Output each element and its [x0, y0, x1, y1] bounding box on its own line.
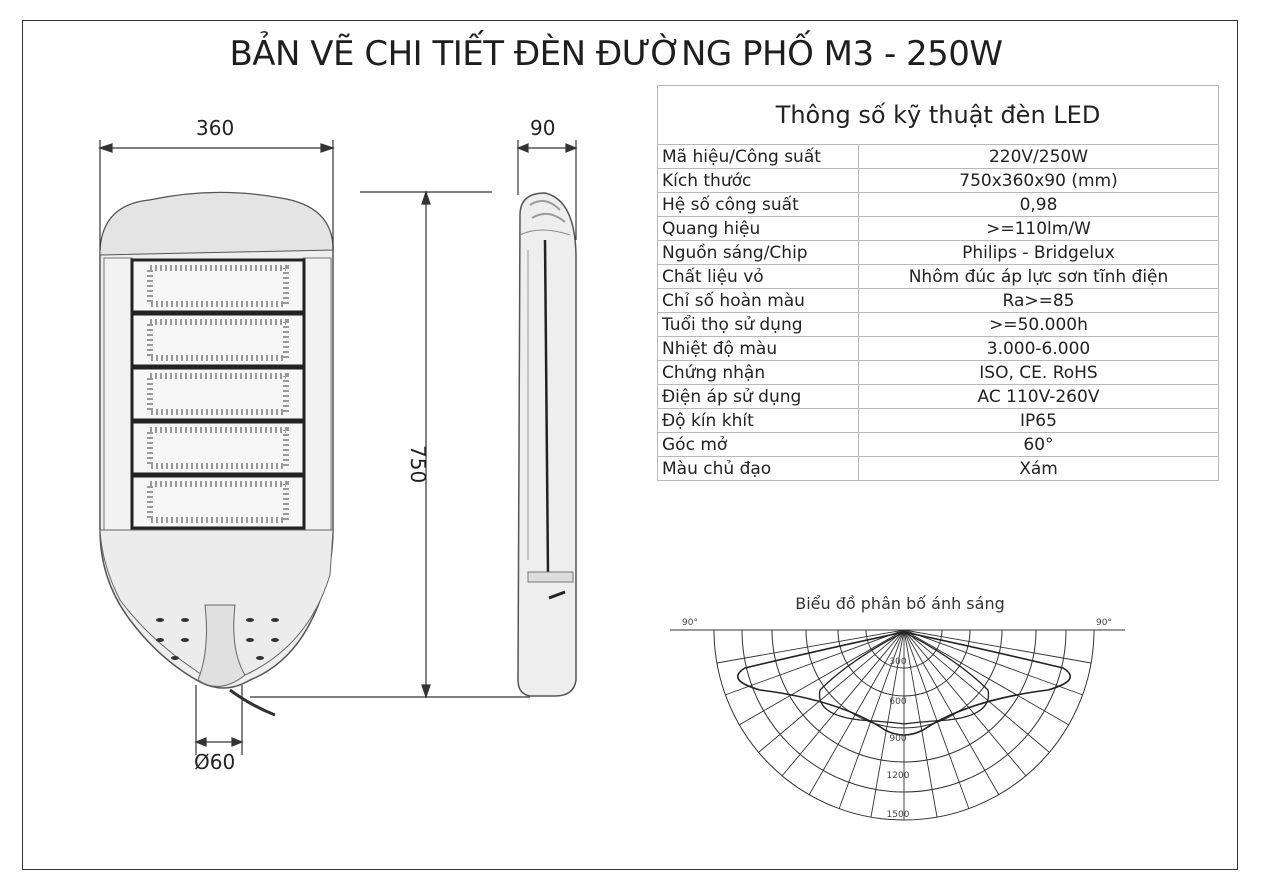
- spec-value: AC 110V-260V: [859, 385, 1219, 409]
- diagram-title: Biểu đồ phân bố ánh sáng: [795, 594, 1005, 613]
- spec-value: 60°: [859, 433, 1219, 457]
- spec-name: Chỉ số hoàn màu: [658, 289, 859, 313]
- spec-value: Nhôm đúc áp lực sơn tĩnh điện: [859, 265, 1219, 289]
- spec-name: Quang hiệu: [658, 217, 859, 241]
- spec-name: Nguồn sáng/Chip: [658, 241, 859, 265]
- spec-row: [658, 145, 1219, 169]
- spec-name: Nhiệt độ màu: [658, 337, 859, 361]
- spec-name: Tuổi thọ sử dụng: [658, 313, 859, 337]
- spec-value: >=50.000h: [859, 313, 1219, 337]
- spec-heading: Thông số kỹ thuật đèn LED: [658, 86, 1219, 145]
- spec-value: Ra>=85: [859, 289, 1219, 313]
- angle-label-left: 90°: [682, 618, 698, 628]
- spec-row: [658, 337, 1219, 361]
- lamp-side-view: [518, 193, 576, 696]
- spec-value: 0,98: [859, 193, 1219, 217]
- spec-value: 220V/250W: [859, 145, 1219, 169]
- spec-row: [658, 457, 1219, 481]
- ring-label: 1500: [886, 810, 910, 820]
- spec-value: 3.000-6.000: [859, 337, 1219, 361]
- spec-name: Chất liệu vỏ: [658, 265, 859, 289]
- light-distribution-diagram: [670, 618, 1125, 820]
- angle-label-right: 90°: [1096, 618, 1112, 628]
- spec-value: 750x360x90 (mm): [859, 169, 1219, 193]
- ring-label: 600: [889, 697, 907, 707]
- spec-row: [658, 241, 1219, 265]
- ring-label: 1200: [886, 771, 910, 781]
- led-module: [132, 314, 304, 366]
- spec-value: Xám: [859, 457, 1219, 481]
- ring-label: 300: [889, 657, 907, 667]
- spec-value: IP65: [859, 409, 1219, 433]
- spec-name: Màu chủ đạo: [658, 457, 859, 481]
- spec-name: Góc mở: [658, 433, 859, 457]
- width-label: 360: [196, 116, 235, 140]
- spec-name: Điện áp sử dụng: [658, 385, 859, 409]
- pole-diameter-label: Ø60: [194, 750, 236, 774]
- spec-row: [658, 409, 1219, 433]
- led-module: [132, 260, 304, 312]
- led-module: [132, 476, 304, 528]
- spec-name: Kích thước: [658, 169, 859, 193]
- spec-value: >=110lm/W: [859, 217, 1219, 241]
- spec-name: Chứng nhận: [658, 361, 859, 385]
- led-module: [132, 422, 304, 474]
- spec-row: [658, 265, 1219, 289]
- led-module: [132, 368, 304, 420]
- spec-row: [658, 217, 1219, 241]
- spec-name: Mã hiệu/Công suất: [658, 145, 859, 169]
- spec-name: Độ kín khít: [658, 409, 859, 433]
- spec-row: [658, 193, 1219, 217]
- spec-value: Philips - Bridgelux: [859, 241, 1219, 265]
- spec-row: [658, 289, 1219, 313]
- page-title: BẢN VẼ CHI TIẾT ĐÈN ĐƯỜNG PHỐ M3 - 250W: [229, 34, 1003, 74]
- spec-table: [657, 85, 1219, 481]
- spec-value: ISO, CE. RoHS: [859, 361, 1219, 385]
- spec-row: [658, 361, 1219, 385]
- height-label: 750: [406, 445, 430, 484]
- led-modules: [132, 260, 304, 528]
- depth-label: 90: [530, 116, 556, 140]
- spec-row: [658, 433, 1219, 457]
- spec-row: [658, 385, 1219, 409]
- spec-row: [658, 313, 1219, 337]
- spec-name: Hệ số công suất: [658, 193, 859, 217]
- ring-label: 900: [889, 734, 907, 744]
- spec-row: [658, 169, 1219, 193]
